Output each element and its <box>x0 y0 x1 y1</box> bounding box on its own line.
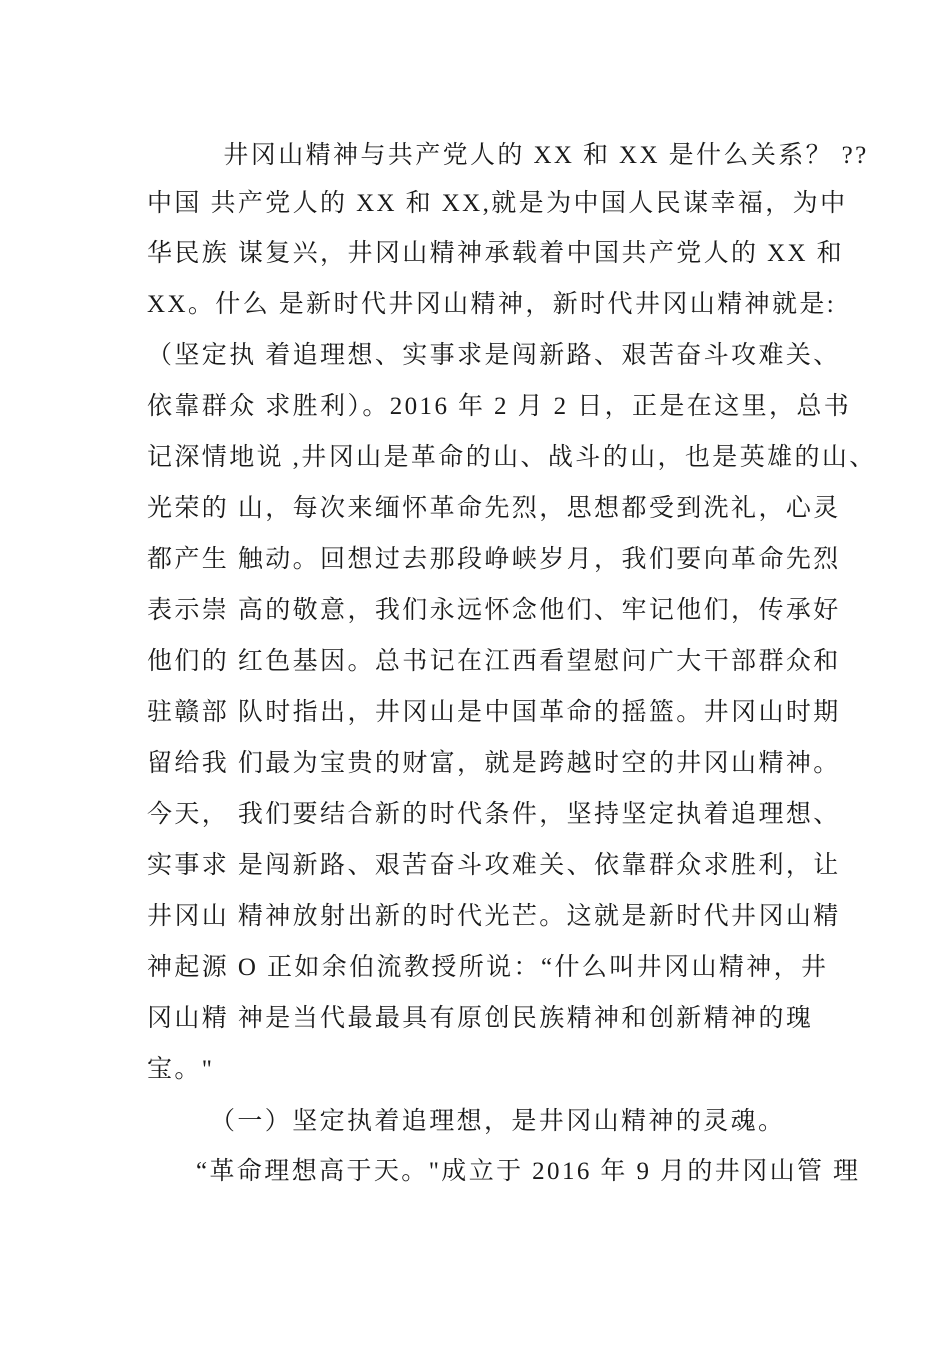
section-heading: （一）坚定执着追理想，是井冈山精神的灵魂。 <box>210 1108 786 1135</box>
text-line: “革命理想高于天。"成立于 2016 年 9 月的井冈山管 理 <box>196 1158 861 1185</box>
text-line: 记深情地说 ,井冈山是革命的山、战斗的山，也是英雄的山、 <box>147 444 877 471</box>
text-line: 表示崇 高的敬意，我们永远怀念他们、牢记他们，传承好 <box>147 597 841 624</box>
text-line: 都产生 触动。回想过去那段峥峡岁月，我们要向革命先烈 <box>147 546 841 573</box>
text-line: 井冈山精神与共产党人的 XX 和 XX 是什么关系？ ?? <box>196 142 869 169</box>
text-line: 华民族 谋复兴，井冈山精神承载着中国共产党人的 XX 和 <box>147 240 845 267</box>
text-line: 宝。" <box>147 1056 215 1083</box>
text-line: 光荣的 山，每次来缅怀革命先烈，思想都受到洗礼，心灵 <box>147 495 841 522</box>
text-line: 依靠群众 求胜利）。2016 年 2 月 2 日，正是在这里，总书 <box>147 393 852 420</box>
text-line: 冈山精 神是当代最最具有原创民族精神和创新精神的瑰 <box>147 1005 814 1032</box>
text-line: 中国 共产党人的 XX 和 XX,就是为中国人民谋幸福，为中 <box>147 190 848 217</box>
text-line: 实事求 是闯新路、艰苦奋斗攻难关、依靠群众求胜利，让 <box>147 852 841 879</box>
text-line: （坚定执 着追理想、实事求是闯新路、艰苦奋斗攻难关、 <box>147 342 841 369</box>
text-line: 井冈山 精神放射出新的时代光芒。这就是新时代井冈山精 <box>147 903 841 930</box>
text-line: 留给我 们最为宝贵的财富，就是跨越时空的井冈山精神。 <box>147 750 841 777</box>
text-line: 今天， 我们要结合新的时代条件，坚持坚定执着追理想、 <box>147 801 841 828</box>
text-line: 驻赣部 队时指出，井冈山是中国革命的摇篮。井冈山时期 <box>147 699 841 726</box>
text-line: 他们的 红色基因。总书记在江西看望慰问广大干部群众和 <box>147 648 841 675</box>
text-line: 神起源 O 正如余伯流教授所说：“什么叫井冈山精神，井 <box>147 954 829 981</box>
text-line: XX。什么 是新时代井冈山精神，新时代井冈山精神就是: <box>147 291 837 318</box>
